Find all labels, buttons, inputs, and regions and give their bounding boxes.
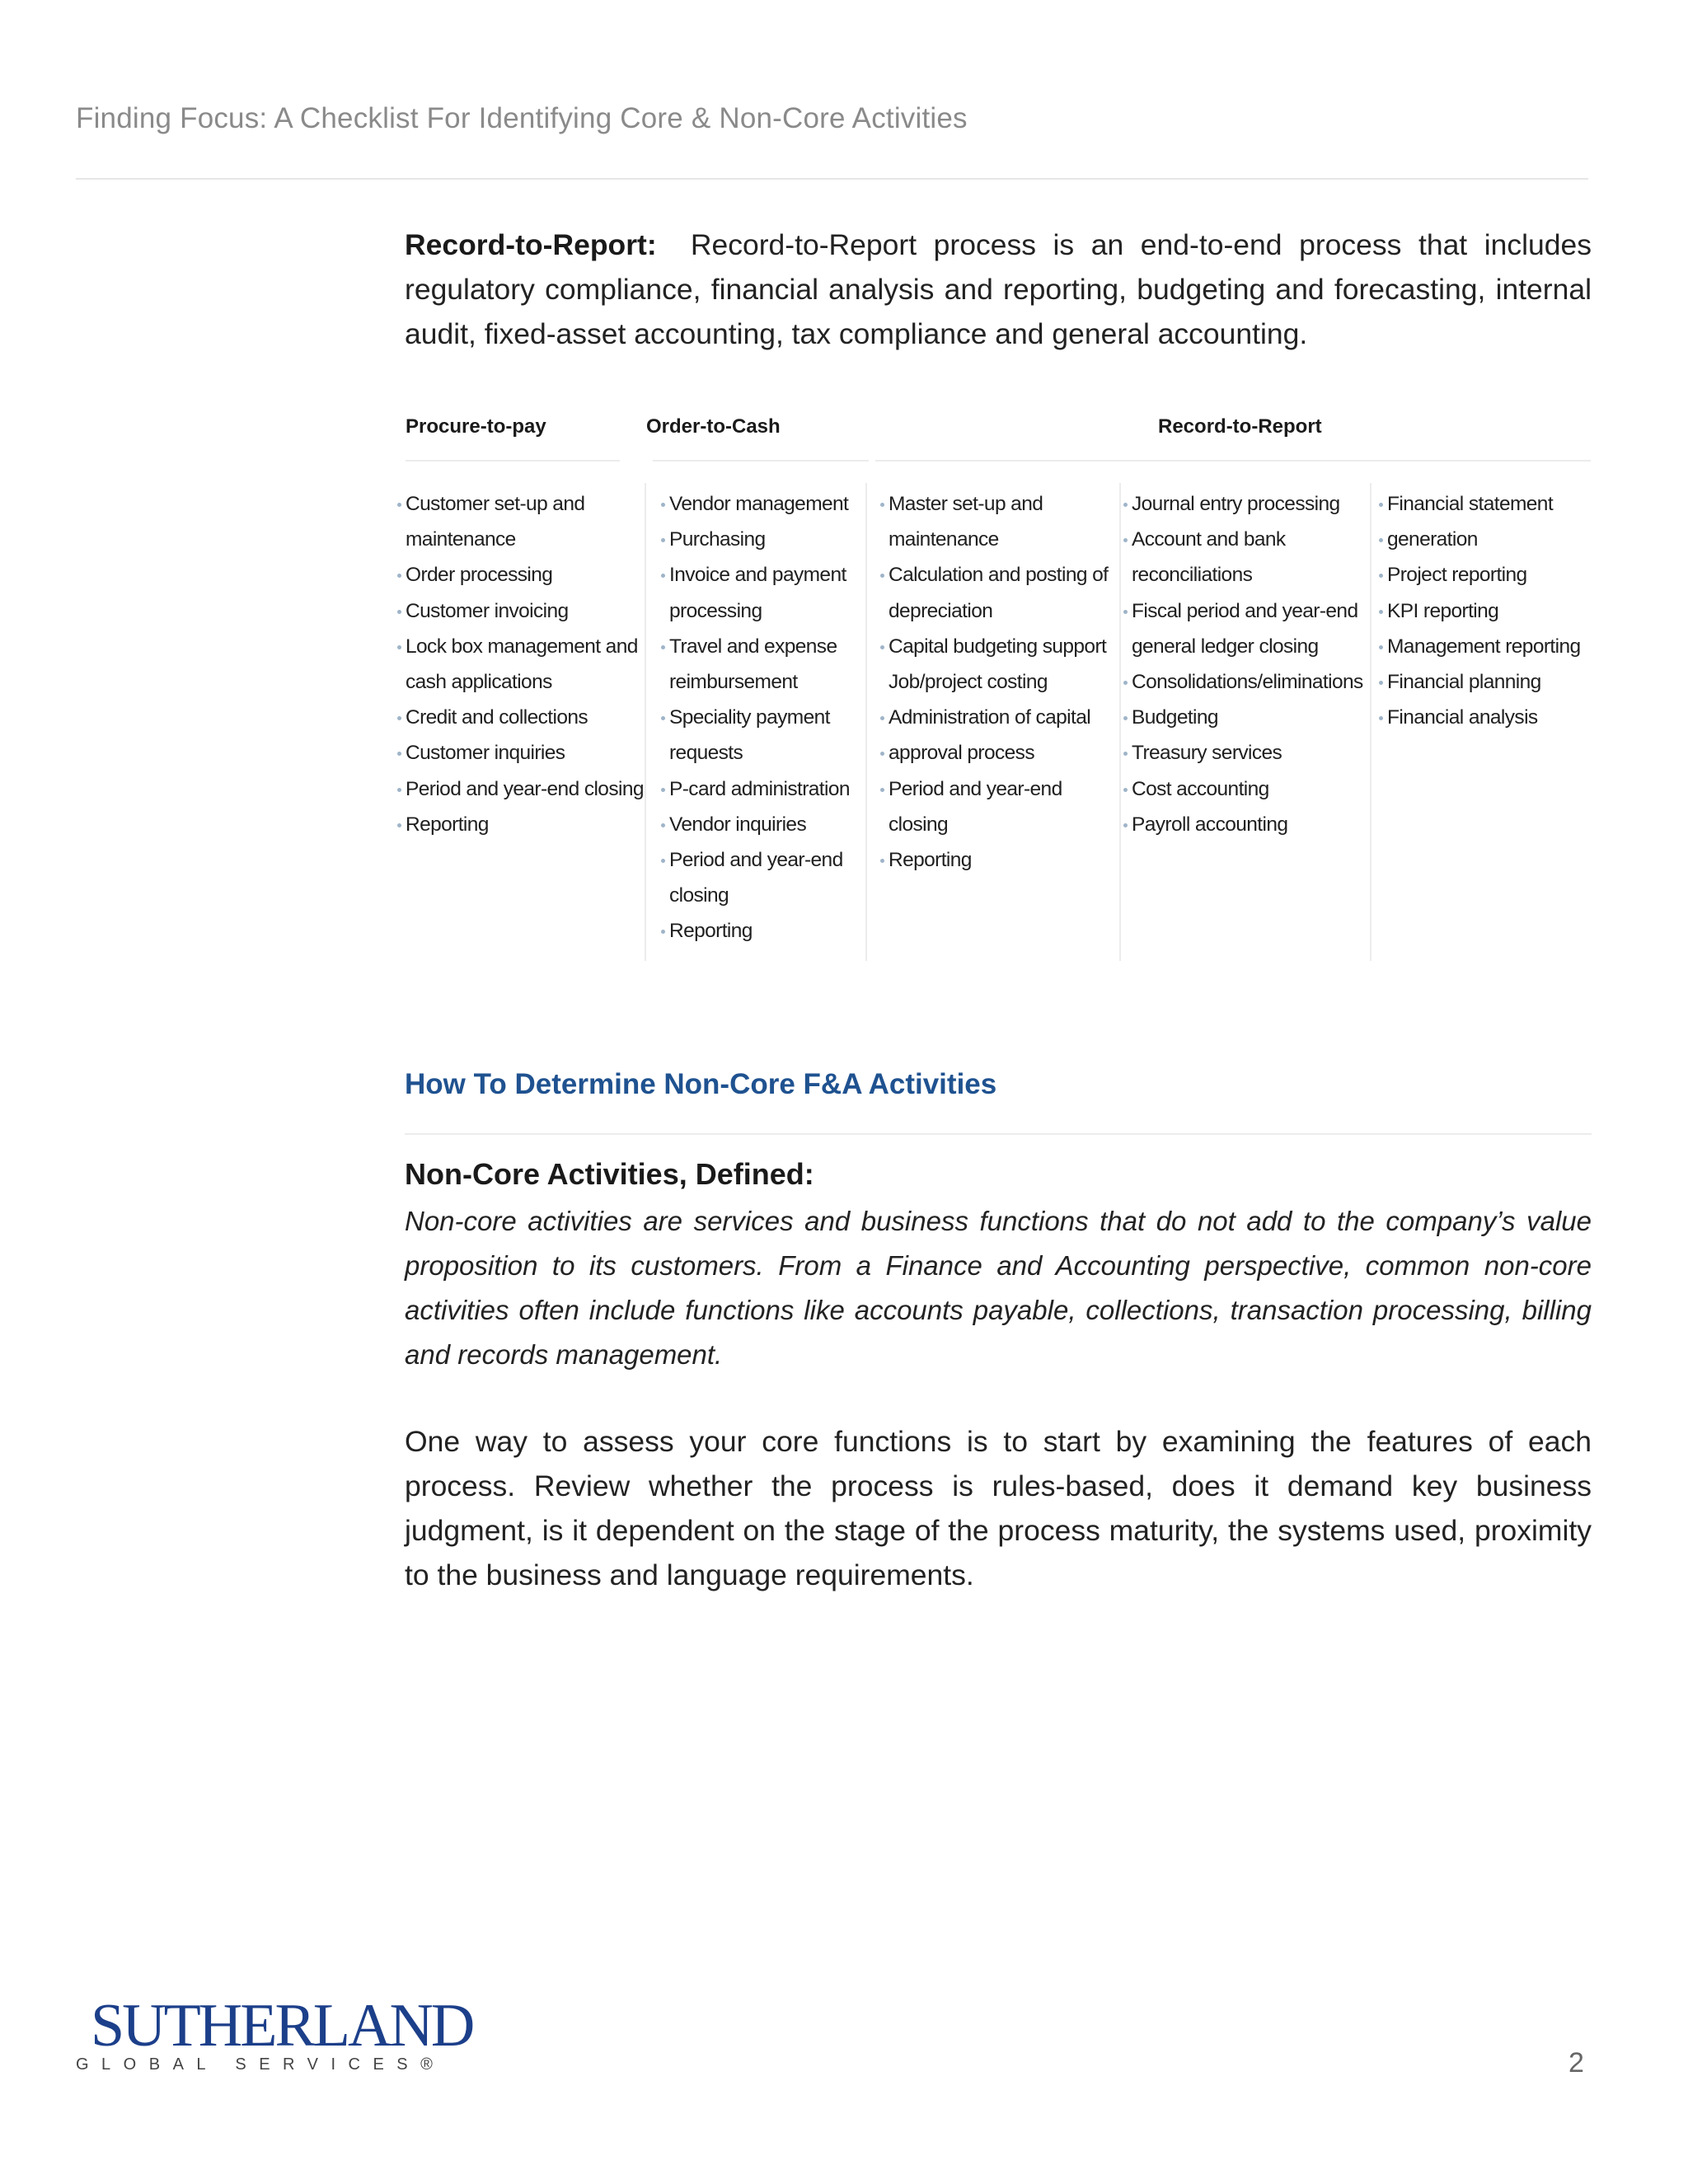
process-list-item: KPI reporting [1379, 593, 1591, 629]
process-list-item: Reporting [661, 913, 867, 949]
header-record-to-report: Record-to-Report [1158, 415, 1322, 438]
process-list-item: Customer inquiries [397, 735, 645, 771]
process-list-item: Financial statement [1379, 486, 1591, 522]
process-list-item-continuation: closing [669, 884, 729, 907]
process-list-item: Budgeting [1123, 700, 1371, 735]
process-list-item: Treasury services [1123, 735, 1371, 771]
process-list-item: P-card administration [661, 771, 867, 807]
header-rule-2 [653, 460, 869, 462]
process-list-item-continuation: closing [889, 813, 949, 836]
process-column [880, 486, 1119, 878]
process-list-item: Order processing [397, 557, 645, 593]
process-list-item: Invoice and payment [661, 557, 867, 593]
intro-paragraph [405, 223, 1592, 356]
process-list-item: Calculation and posting of [880, 557, 1119, 593]
logo-tagline: GLOBAL SERVICES® [76, 2055, 446, 2074]
process-column [1123, 486, 1371, 842]
header-order-to-cash: Order-to-Cash [646, 415, 781, 438]
process-list-item-continuation: requests [669, 742, 743, 765]
sutherland-logo [76, 1992, 473, 2075]
process-list-item: Reporting [397, 807, 645, 842]
process-list-item: Financial analysis [1379, 700, 1591, 735]
process-list-item-continuation: processing [669, 599, 762, 622]
process-list-item: Consolidations/eliminations [1123, 664, 1371, 700]
process-list-item: Management reporting [1379, 629, 1591, 664]
process-list-item-continuation: maintenance [406, 528, 516, 551]
process-list-item: Account and bank [1123, 522, 1371, 557]
process-list-item-continuation: maintenance [889, 528, 999, 551]
process-list-item: Purchasing [661, 522, 867, 557]
logo-wordmark: SUTHERLAND [91, 1992, 473, 2060]
running-header-title: Finding Focus: A Checklist For Identifying Core & Non-Core Activities [76, 102, 968, 134]
definition-paragraph: Non-core activities are services and business functions that do not add to the company’s value proposition to its customers. From a Finance and Accounting perspective, common non-core activities often include functions like accounts payable, collections, transaction processing, billing and records management. [405, 1206, 1592, 1370]
process-list-item: Customer set-up and [397, 486, 645, 522]
process-list-item: Payroll accounting [1123, 807, 1371, 842]
process-list-item-continuation: Job/project costing [889, 671, 1048, 694]
process-column [1379, 486, 1591, 735]
process-list-item-continuation: general ledger closing [1132, 635, 1319, 658]
process-table [387, 404, 1591, 964]
column-separator [1119, 483, 1121, 961]
intro-text: Record-to-Report process is an end-to-end process that includes regulatory compliance, financial analysis and reporting, budgeting and forecasting, internal audit, fixed-asset accounting, tax compliance and general accounting. [405, 228, 1592, 350]
process-list-item: Period and year-end closing [397, 771, 645, 807]
process-list-item: Fiscal period and year-end [1123, 593, 1371, 629]
definition-heading: Non-Core Activities, Defined: [405, 1157, 814, 1191]
process-list-item: Vendor management [661, 486, 867, 522]
header-divider [76, 178, 1588, 180]
process-list-item: Capital budgeting support [880, 629, 1119, 664]
process-list-item: Lock box management and [397, 629, 645, 664]
process-list-item-continuation: reimbursement [669, 671, 798, 694]
process-column [661, 486, 867, 949]
process-list-item: Travel and expense [661, 629, 867, 664]
process-list-item: Administration of capital [880, 700, 1119, 735]
section-title: How To Determine Non-Core F&A Activities [405, 1068, 997, 1100]
process-list-item: Credit and collections [397, 700, 645, 735]
process-list-item-continuation: reconciliations [1132, 564, 1253, 587]
header-rule-1 [406, 460, 620, 462]
header-rule-3 [875, 460, 1591, 462]
process-list-item: Master set-up and [880, 486, 1119, 522]
process-list-item: Project reporting [1379, 557, 1591, 593]
process-list-item: Financial planning [1379, 664, 1591, 700]
process-list-item: Period and year-end [661, 842, 867, 878]
process-list-item-continuation: cash applications [406, 671, 552, 694]
process-list-item: Cost accounting [1123, 771, 1371, 807]
section-divider [405, 1133, 1592, 1135]
process-list-item: Vendor inquiries [661, 807, 867, 842]
column-separator [645, 483, 646, 961]
process-list-item: Period and year-end [880, 771, 1119, 807]
process-list-item: approval process [880, 735, 1119, 771]
process-list-item: Speciality payment [661, 700, 867, 735]
process-list-item-continuation: depreciation [889, 599, 993, 622]
header-procure-to-pay: Procure-to-pay [406, 415, 546, 438]
page-number: 2 [1568, 2047, 1584, 2079]
body-paragraph: One way to assess your core functions is to start by examining the features of each process. Review whether the process is rules-based, does it demand key business judgment, is it dependent on the stage of the process maturity, the systems used, proximity to the business and language requirements. [405, 1425, 1592, 1591]
process-list-item: Journal entry processing [1123, 486, 1371, 522]
intro-label: Record-to-Report: [405, 228, 657, 261]
process-column [397, 486, 645, 842]
intro-section [405, 223, 1592, 356]
process-list-item: generation [1379, 522, 1591, 557]
process-list-item: Customer invoicing [397, 593, 645, 629]
process-list-item: Reporting [880, 842, 1119, 878]
